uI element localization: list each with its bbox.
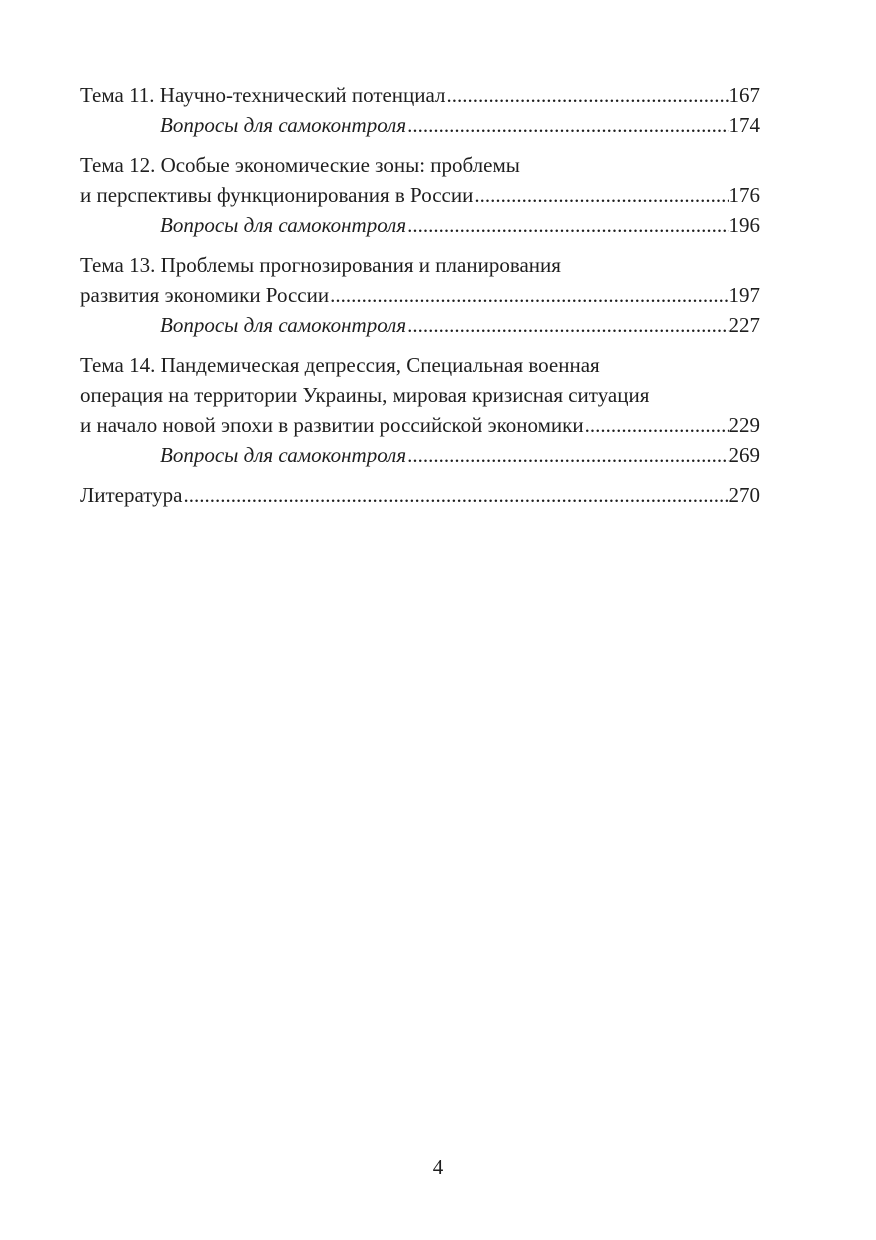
toc-entry[interactable] (80, 410, 760, 440)
toc-entry-page: 197 (728, 283, 760, 307)
toc-entry-page: 167 (728, 83, 760, 107)
toc-subentry-title: Вопросы для самоконтроля (160, 213, 407, 237)
toc-entry-title-line: Тема 13. Проблемы прогнозирования и планирования (80, 253, 561, 277)
toc-entry-title: Литература (80, 483, 183, 507)
dot-leader (406, 210, 728, 240)
dot-leader (473, 180, 728, 210)
dot-leader (182, 480, 728, 510)
toc-entry[interactable] (80, 280, 760, 310)
toc-entry-title: и начало новой эпохи в развитии российской экономики (80, 413, 584, 437)
toc-entry-title: развития экономики России (80, 283, 330, 307)
page-number: 4 (432, 1155, 444, 1179)
toc-subentry-page: 227 (728, 313, 760, 337)
toc-entry-page: 270 (728, 483, 760, 507)
toc-entry-title-line: Тема 14. Пандемическая депрессия, Специальная военная (80, 353, 600, 377)
toc-topic-14 (80, 350, 760, 470)
toc-entry-literature[interactable] (80, 480, 760, 510)
dot-leader (406, 440, 728, 470)
toc-subentry-page: 174 (728, 113, 760, 137)
toc-subentry-page: 269 (728, 443, 760, 467)
toc-subentry-self-check[interactable] (80, 310, 760, 340)
toc-entry-title-line: Тема 12. Особые экономические зоны: проблемы (80, 153, 520, 177)
toc-subentry-self-check[interactable] (80, 440, 760, 470)
toc-subentry-title: Вопросы для самоконтроля (160, 313, 407, 337)
toc-subentry-title: Вопросы для самоконтроля (160, 443, 407, 467)
dot-leader (446, 80, 729, 110)
toc-subentry-self-check[interactable] (80, 210, 760, 240)
toc-subentry-title: Вопросы для самоконтроля (160, 113, 407, 137)
toc-entry-page: 176 (728, 183, 760, 207)
toc-entry[interactable] (80, 180, 760, 210)
toc-entry-title: Тема 11. Научно-технический потенциал (80, 83, 446, 107)
toc-topic-11 (80, 80, 760, 140)
dot-leader (406, 310, 728, 340)
table-of-contents (80, 80, 760, 510)
dot-leader (329, 280, 728, 310)
toc-subentry-self-check[interactable] (80, 110, 760, 140)
toc-entry-title-line: операция на территории Украины, мировая кризисная ситуация (80, 383, 650, 407)
toc-entry-page: 229 (728, 413, 760, 437)
dot-leader (584, 410, 729, 440)
toc-topic-13 (80, 250, 760, 340)
toc-entry-title: и перспективы функционирования в России (80, 183, 474, 207)
toc-entry[interactable] (80, 80, 760, 110)
toc-subentry-page: 196 (728, 213, 760, 237)
dot-leader (406, 110, 728, 140)
toc-topic-12 (80, 150, 760, 240)
